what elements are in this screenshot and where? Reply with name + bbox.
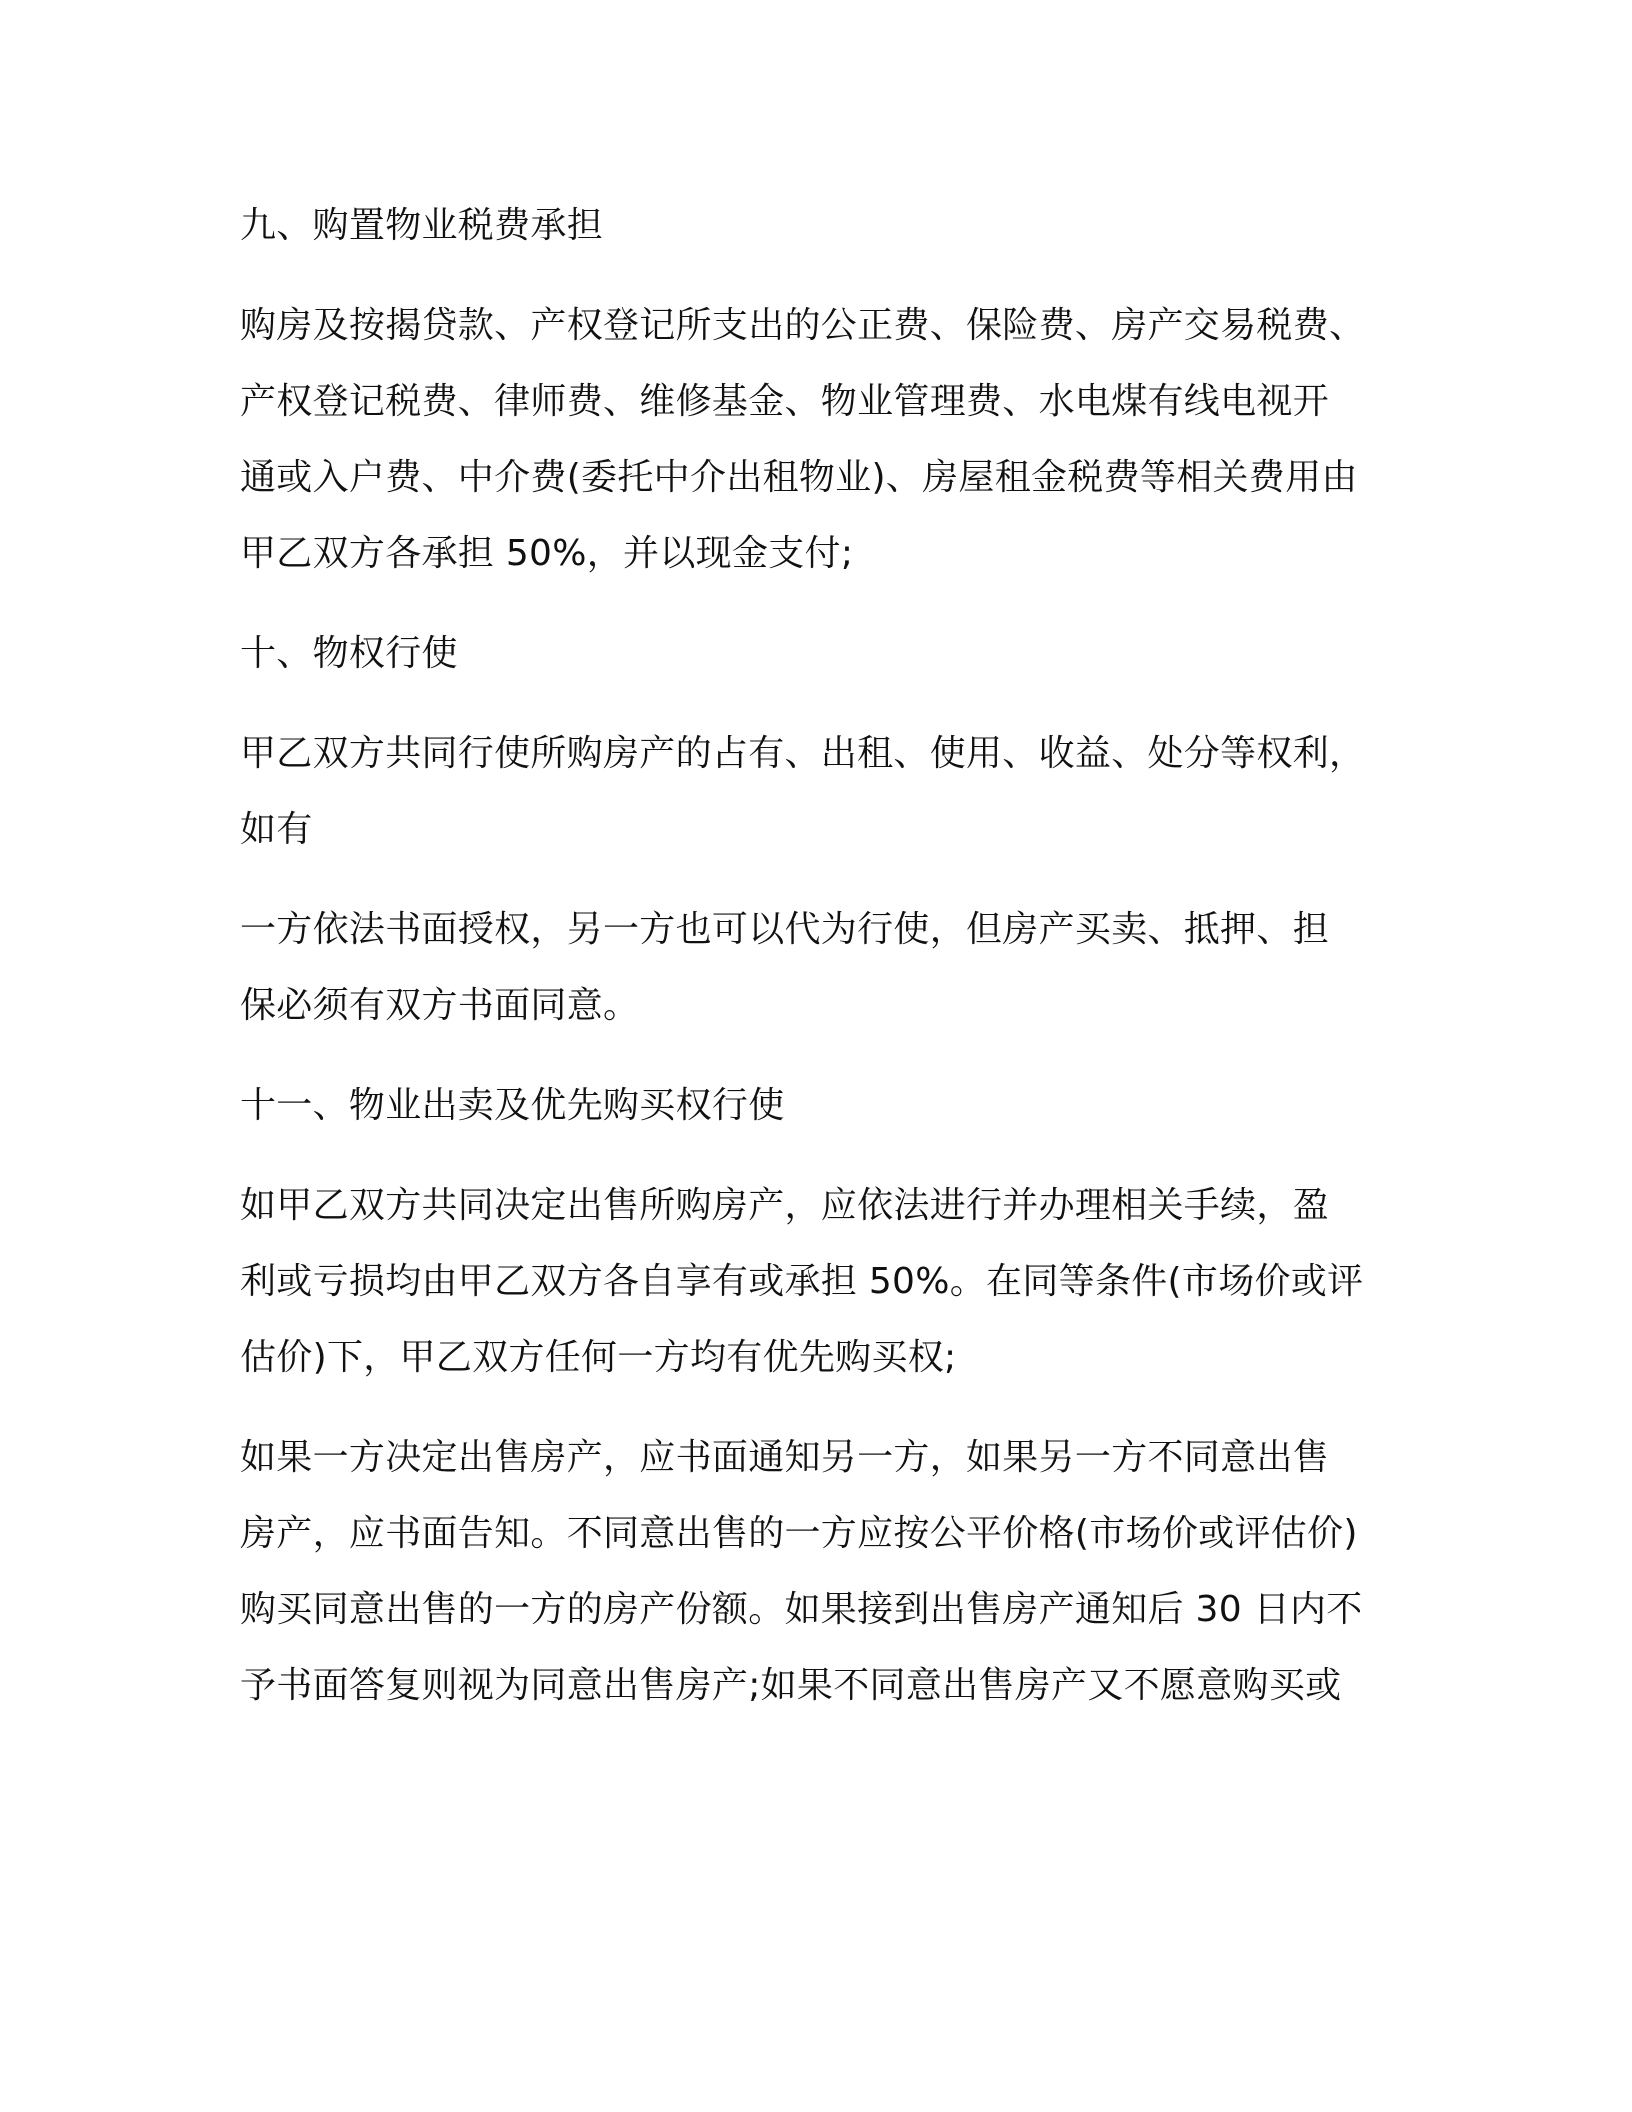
section-11-paragraph-1	[240, 1168, 1392, 1396]
text-line: 房产，应书面告知。不同意出售的一方应按公平价格(市场价或评估价)	[240, 1513, 1358, 1554]
section-11-heading: 十一、物业出卖及优先购买权行使	[240, 1085, 785, 1126]
text-line: 购买同意出售的一方的房产份额。如果接到出售房产通知后 30 日内不	[240, 1589, 1363, 1630]
text-line: 通或入户费、中介费(委托中介出租物业)、房屋租金税费等相关费用由	[240, 457, 1358, 498]
text-line: 如果一方决定出售房产，应书面通知另一方，如果另一方不同意出售	[240, 1437, 1330, 1478]
section-10-paragraph-1	[240, 716, 1392, 868]
section-9-heading: 九、购置物业税费承担	[240, 205, 604, 246]
text-line: 甲乙双方各承担 50%，并以现金支付;	[240, 533, 854, 574]
text-line: 一方依法书面授权，另一方也可以代为行使，但房产买卖、抵押、担	[240, 909, 1330, 950]
text-line: 保必须有双方书面同意。	[240, 985, 640, 1026]
text-line: 估价)下，甲乙双方任何一方均有优先购买权;	[240, 1337, 957, 1378]
section-10-heading: 十、物权行使	[240, 633, 458, 674]
section-11-paragraph-2	[240, 1420, 1392, 1724]
text-line: 如有	[240, 809, 313, 850]
text-line: 产权登记税费、律师费、维修基金、物业管理费、水电煤有线电视开	[240, 381, 1330, 422]
section-10-paragraph-2	[240, 892, 1392, 1044]
section-9-paragraph	[240, 288, 1392, 592]
text-line: 甲乙双方共同行使所购房产的占有、出租、使用、收益、处分等权利，	[240, 733, 1366, 774]
text-line: 购房及按揭贷款、产权登记所支出的公正费、保险费、房产交易税费、	[240, 305, 1366, 346]
text-line: 利或亏损均由甲乙双方各自享有或承担 50%。在同等条件(市场价或评	[240, 1261, 1364, 1302]
text-line: 予书面答复则视为同意出售房产;如果不同意出售房产又不愿意购买或	[240, 1665, 1342, 1706]
text-line: 如甲乙双方共同决定出售所购房产，应依法进行并办理相关手续，盈	[240, 1185, 1330, 1226]
